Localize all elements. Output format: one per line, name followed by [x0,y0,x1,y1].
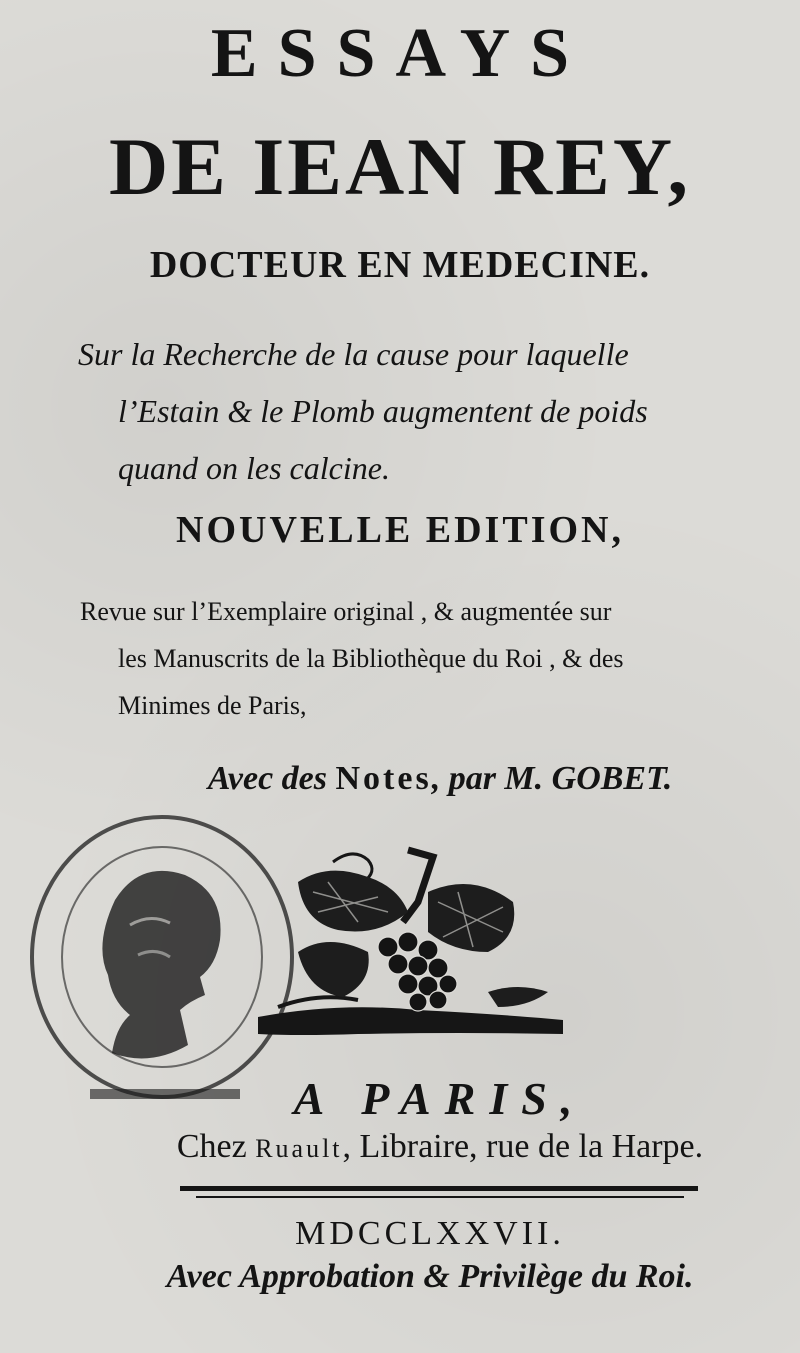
notes-suffix: , par M. GOBET. [431,760,673,797]
subtitle-line-3: quand on les calcine. [118,450,390,486]
notes-prefix: Avec des [207,760,336,797]
title-author: DE IEAN REY, [108,121,692,212]
publisher-suffix: , Libraire, rue de la Harpe. [342,1128,704,1165]
author-credential: DOCTEUR EN MEDECINE. [149,244,651,286]
revision-line-2: les Manuscrits de la Bibliothèque du Roi , & des [118,644,624,673]
revision-line-1: Revue sur l’Exemplaire original , & augmentée sur [80,597,612,626]
thin-rule [196,1196,684,1198]
publisher-name: Ruault [255,1134,343,1163]
revision-block [80,588,780,729]
imprint-place: A PARIS, [293,1073,587,1124]
publication-year: MDCCLXXVII. [295,1215,565,1252]
imprint-publisher [40,1128,800,1166]
revision-line-3: Minimes de Paris, [118,691,307,720]
publisher-prefix: Chez [176,1128,256,1165]
notes-credit [40,760,800,798]
edition-heading: NOUVELLE EDITION, [176,509,624,551]
title-essays: ESSAYS [210,15,590,92]
subtitle-line-2: l’Estain & le Plomb augmentent de poids [118,393,648,429]
privilege-line: Avec Approbation & Privilège du Roi. [166,1258,694,1295]
subtitle-line-1: Sur la Recherche de la cause pour laquelle [78,336,629,372]
grape-vine-ornament-icon [258,842,568,1042]
thick-rule [180,1186,698,1191]
notes-word: Notes [335,760,432,797]
subtitle-block [78,326,778,497]
